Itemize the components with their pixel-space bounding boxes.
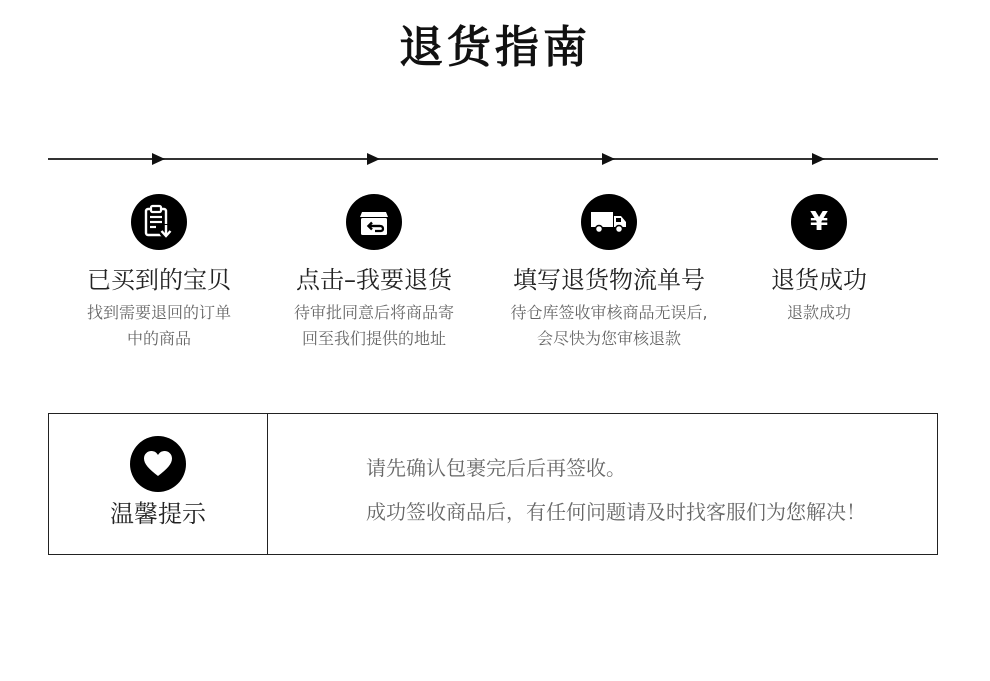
step-description-line: 回至我们提供的地址 bbox=[301, 329, 446, 348]
yen-symbol: ¥ bbox=[809, 207, 829, 237]
step-title: 退货成功 bbox=[771, 266, 867, 294]
heart-icon bbox=[130, 436, 186, 492]
tips-title: 温馨提示 bbox=[110, 500, 206, 528]
step-bought-items bbox=[44, 194, 274, 352]
step-title: 已买到的宝贝 bbox=[87, 266, 231, 294]
return-box-icon bbox=[346, 194, 402, 250]
step-click-return bbox=[259, 194, 489, 352]
step-description bbox=[704, 300, 934, 326]
timeline-arrow-icon bbox=[367, 153, 380, 165]
step-description-line: 退款成功 bbox=[786, 303, 851, 322]
timeline-arrow-icon bbox=[812, 153, 825, 165]
step-description-line: 待仓库签收审核商品无误后, bbox=[510, 303, 708, 322]
tips-line: 成功签收商品后，有任何问题请及时找客服们为您解决！ bbox=[366, 500, 866, 524]
step-description bbox=[44, 300, 274, 352]
clipboard-icon bbox=[131, 194, 187, 250]
step-description bbox=[494, 300, 724, 352]
step-title: 填写退货物流单号 bbox=[513, 266, 705, 294]
truck-icon bbox=[581, 194, 637, 250]
timeline-line bbox=[48, 158, 938, 160]
timeline-arrow-icon bbox=[152, 153, 165, 165]
step-return-success bbox=[704, 194, 934, 326]
step-description-line: 待审批同意后将商品寄 bbox=[293, 303, 454, 322]
step-title: 点击–我要退货 bbox=[296, 266, 452, 294]
yen-icon bbox=[791, 194, 847, 250]
tips-content bbox=[366, 446, 866, 534]
step-description-line: 会尽快为您审核退款 bbox=[536, 329, 681, 348]
tips-line: 请先确认包裹完后后再签收。 bbox=[366, 456, 626, 480]
tips-header bbox=[49, 414, 268, 554]
step-fill-tracking bbox=[494, 194, 724, 352]
step-description bbox=[259, 300, 489, 352]
timeline-arrow-icon bbox=[602, 153, 615, 165]
page-title: 退货指南 bbox=[399, 22, 591, 73]
tips-box bbox=[48, 413, 938, 555]
step-description-line: 找到需要退回的订单 bbox=[86, 303, 231, 322]
step-description-line: 中的商品 bbox=[126, 329, 191, 348]
